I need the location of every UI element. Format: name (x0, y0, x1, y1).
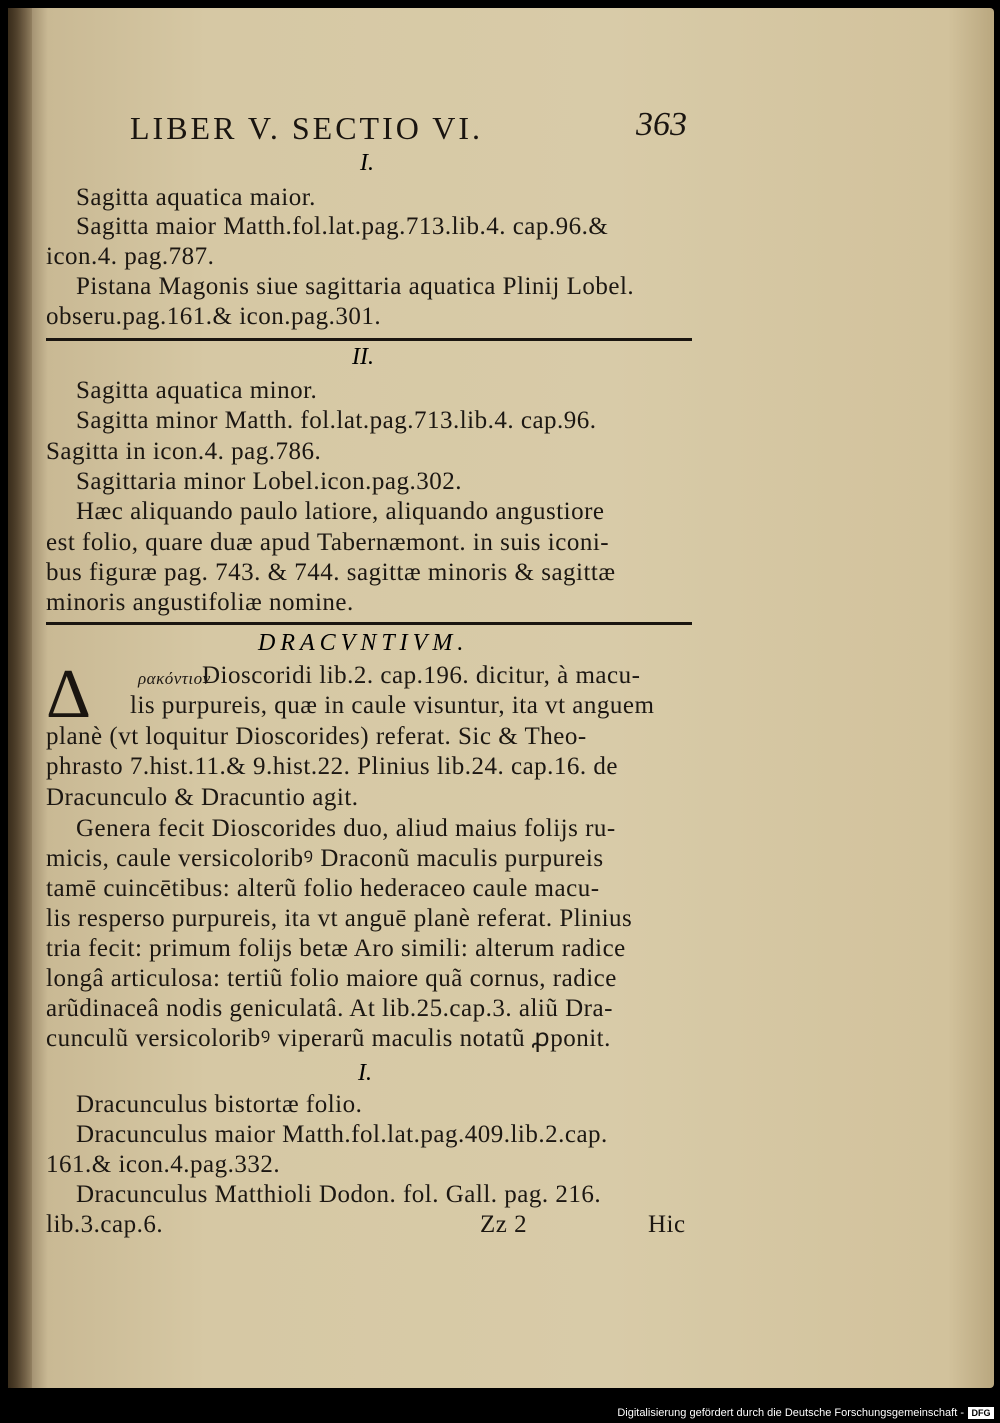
section-numeral: II. (352, 344, 374, 370)
text-line: Dracunculus Matthioli Dodon. fol. Gall. pag. 216. (76, 1181, 602, 1208)
text-line: Sagittaria minor Lobel.icon.pag.302. (76, 468, 462, 495)
text-line: tamē cuincētibus: alterũ folio hederaceo caule macu- (46, 875, 600, 902)
text-line: icon.4. pag.787. (46, 243, 215, 270)
text-line: Sagitta minor Matth. fol.lat.pag.713.lib.4. cap.96. (76, 407, 597, 434)
section-numeral: I. (358, 1060, 372, 1086)
page-number: 363 (636, 106, 687, 143)
text-line: Dracunculo & Dracuntio agit. (46, 784, 359, 811)
text-line: est folio, quare duæ apud Tabernæmont. in suis iconi- (46, 529, 610, 556)
text-line: Sagitta aquatica maior. (76, 184, 316, 211)
catchword: Hic (648, 1211, 686, 1238)
text-line: Dracunculus bistortæ folio. (76, 1091, 363, 1118)
text-line: phrasto 7.hist.11.& 9.hist.22. Plinius lib.24. cap.16. de (46, 753, 619, 780)
dfg-logo: DFG (968, 1407, 994, 1419)
text-line: Sagitta aquatica minor. (76, 377, 318, 404)
running-title: LIBER V. SECTIO VI. (130, 110, 484, 146)
greek-word: ρακόντιον (138, 669, 211, 688)
text-line: lis resperso purpureis, ita vt anguē planè referat. Plinius (46, 905, 633, 932)
text-line: Dioscoridi lib.2. cap.196. dicitur, à macu- (202, 662, 641, 689)
page-gutter (8, 8, 32, 1388)
text-line: longâ articulosa: tertiũ folio maiore quã cornus, radice (46, 965, 617, 992)
text-line: minoris angustifoliæ nomine. (46, 589, 354, 616)
text-line: Hæc aliquando paulo latiore, aliquando angustiore (76, 498, 605, 525)
text-line: lis purpureis, quæ in caule visuntur, ita vt anguem (130, 692, 655, 719)
text-line: arũdinaceâ nodis geniculatâ. At lib.25.cap.3. aliũ Dra- (46, 995, 613, 1022)
drop-cap-letter: Δ (46, 656, 92, 733)
digitization-footer (0, 1404, 1000, 1423)
text-line: Genera fecit Dioscorides duo, aliud maius folijs ru- (76, 815, 616, 842)
text-line: Pistana Magonis siue sagittaria aquatica Plinij Lobel. (76, 273, 635, 300)
section-divider (46, 338, 692, 341)
signature-mark: Zz 2 (480, 1211, 528, 1238)
text-line: Sagitta maior Matth.fol.lat.pag.713.lib.4. cap.96.& (76, 213, 609, 240)
text-line: Sagitta in icon.4. pag.786. (46, 438, 322, 465)
text-line: planè (vt loquitur Dioscorides) referat. Sic & Theo- (46, 723, 587, 750)
text-line: 161.& icon.4.pag.332. (46, 1151, 281, 1178)
text-line: bus figuræ pag. 743. & 744. sagittæ minoris & sagittæ (46, 559, 616, 586)
text-line: obseru.pag.161.& icon.pag.301. (46, 303, 382, 330)
text-line: lib.3.cap.6. (46, 1211, 164, 1238)
section-divider (46, 622, 692, 625)
section-numeral: I. (360, 150, 374, 176)
text-line: cunculũ versicoloribꝰ viperarũ maculis notatũ ꝓponit. (46, 1025, 611, 1052)
text-line: micis, caule versicoloribꝰ Draconũ maculis purpureis (46, 845, 604, 872)
text-line: tria fecit: primum folijs betæ Aro simili: alterum radice (46, 935, 626, 962)
section-title: DRACVNTIVM. (258, 630, 469, 656)
footer-credit: Digitalisierung gefördert durch die Deutsche Forschungsgemeinschaft - (617, 1407, 964, 1419)
text-line: Dracunculus maior Matth.fol.lat.pag.409.lib.2.cap. (76, 1121, 608, 1148)
